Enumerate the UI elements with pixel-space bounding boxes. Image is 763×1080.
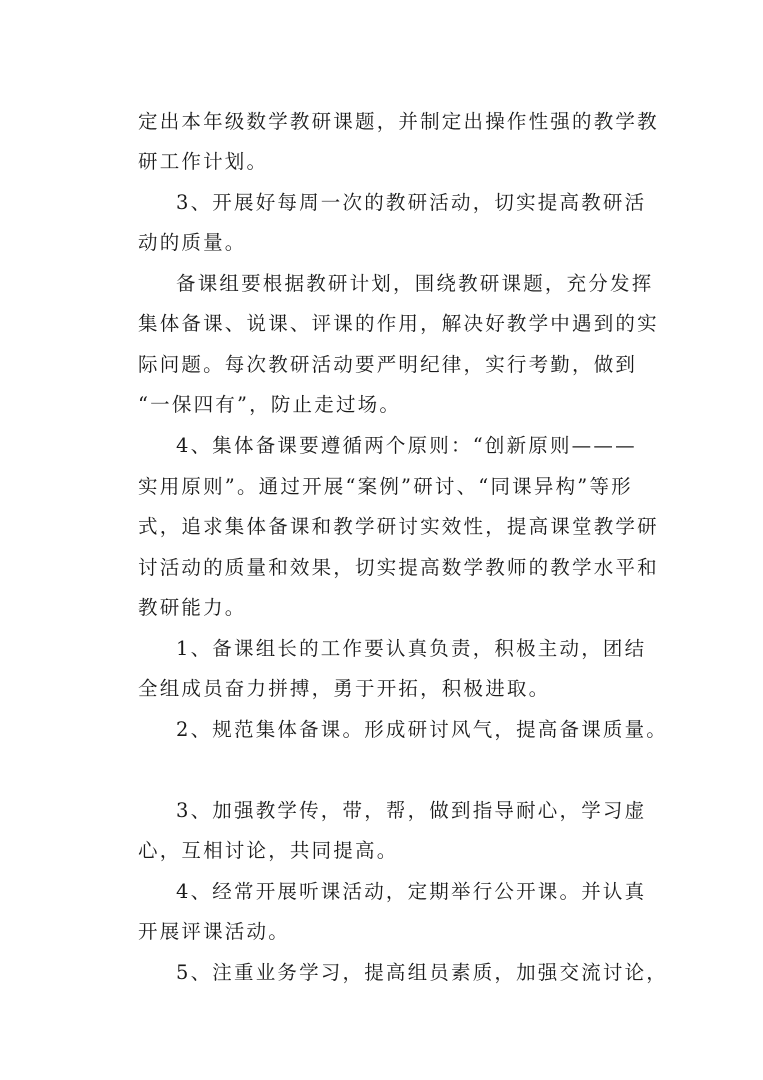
text-line: 心，互相讨论，共同提高。: [138, 839, 399, 862]
text-line: 4、集体备课要遵循两个原则：“创新原则———: [176, 434, 637, 457]
text-line: 实用原则”。通过开展“案例”研讨、“同课异构”等形: [138, 475, 633, 498]
text-line: 1、备课组长的工作要认真负责，积极主动，团结: [176, 637, 647, 660]
text-line: 集体备课、说课、评课的作用，解决好教学中遇到的实: [138, 312, 659, 335]
text-line: 开展评课活动。: [138, 920, 290, 943]
text-line: 研工作计划。: [138, 150, 269, 173]
text-line: 5、注重业务学习，提高组员素质，加强交流讨论，: [176, 961, 669, 984]
text-line: 备课组要根据教研计划，围绕教研课题，充分发挥: [176, 272, 654, 295]
text-line: 式，追求集体备课和教学研讨实效性，提高课堂教学研: [138, 515, 659, 538]
text-line: 2、规范集体备课。形成研讨风气，提高备课质量。: [176, 718, 669, 741]
text-line: “一保四有”，防止走过场。: [138, 393, 402, 416]
text-line: 教研能力。: [138, 596, 247, 619]
text-line: 动的质量。: [138, 231, 247, 254]
text-line: 全组成员奋力拼搏，勇于开拓，积极进取。: [138, 677, 551, 700]
text-line: 际问题。每次教研活动要严明纪律，实行考勤，做到: [138, 353, 638, 376]
text-line: 定出本年级数学教研课题，并制定出操作性强的教学教: [138, 110, 659, 133]
text-line: 3、开展好每周一次的教研活动，切实提高教研活: [176, 191, 647, 214]
text-line: 4、经常开展听课活动，定期举行公开课。并认真: [176, 880, 647, 903]
text-line: 3、加强教学传，带，帮，做到指导耐心，学习虚: [176, 799, 647, 822]
text-line: 讨活动的质量和效果，切实提高数学教师的教学水平和: [138, 556, 659, 579]
